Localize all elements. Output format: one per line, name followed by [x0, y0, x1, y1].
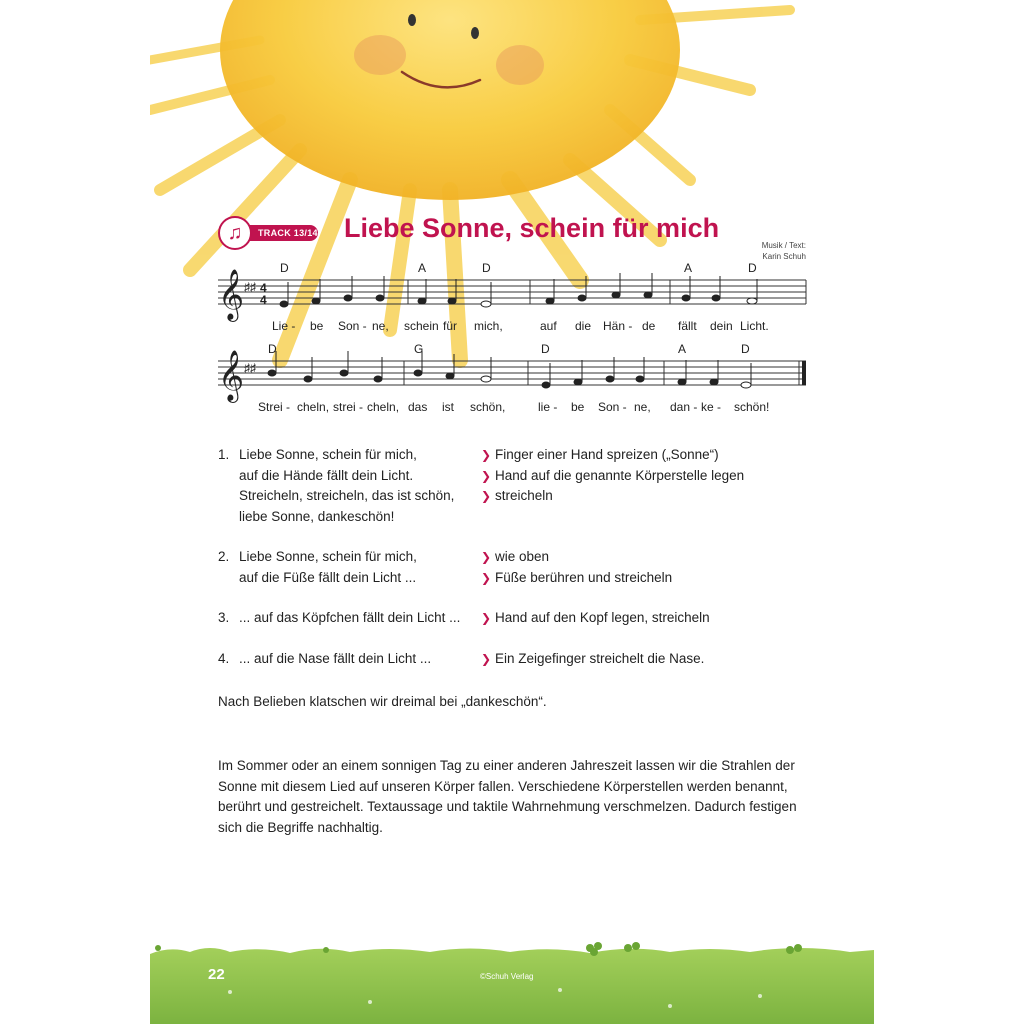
verse-text: liebe Sonne, dankeschön! [239, 508, 395, 524]
treble-clef-icon: 𝄞 [218, 350, 245, 401]
song-title: Liebe Sonne, schein für mich [344, 213, 720, 243]
description-paragraph: Im Sommer oder an einem sonnigen Tag zu einer anderen Jahreszeit lassen wir die Strahlen der Sonne mit diesem Lied auf unseren Körper fallen. Verschiedene Körperstellen werden benannt, berührt und gestreichelt. Textaussage und taktile Wahrnehmung verschmelzen. Dadurch festigen sich die Begriffe nachhaltig. [218, 758, 797, 835]
verse-1 [218, 445, 818, 527]
chord: G [414, 342, 424, 356]
lyric-syllable: be [310, 319, 324, 333]
right-margin [874, 0, 1024, 1024]
action-text: Finger einer Hand spreizen („Sonne“) [495, 447, 719, 462]
lyric-syllable: ne, [372, 319, 389, 333]
lyric-syllable: Son - [338, 319, 367, 333]
grass-illustration [150, 940, 874, 1024]
lyric-syllable: Licht. [740, 319, 769, 333]
lyric-syllable: ke - [701, 400, 722, 414]
book-page [150, 0, 874, 1024]
chord: D [748, 261, 757, 275]
verse-text: Streicheln, streicheln, das ist schön, [239, 488, 455, 503]
lyric-syllable: be [571, 400, 585, 414]
verse-number: 4. [218, 650, 230, 666]
verse-line [218, 466, 818, 487]
lyric-syllable: schön, [470, 400, 506, 414]
chord: A [684, 261, 693, 275]
verse-text: ... auf das Köpfchen fällt dein Licht ... [239, 610, 461, 625]
action-text: Ein Zeigefinger streichelt die Nase. [495, 650, 705, 666]
lyric-syllable: cheln, [297, 400, 330, 414]
verse-text: Liebe Sonne, schein für mich, [239, 549, 417, 564]
verse-4 [218, 649, 818, 670]
lyrics-line-1 [272, 319, 769, 333]
verse-line [218, 507, 818, 528]
lyric-syllable: das [408, 400, 428, 414]
action-text: Füße berühren und streicheln [495, 569, 673, 585]
lyric-syllable: schein [404, 319, 439, 333]
lyric-syllable: strei - [333, 400, 363, 414]
verse-number: 1. [218, 447, 230, 462]
lyric-syllable: ne, [634, 400, 651, 414]
verse-text: auf die Füße fällt dein Licht ... [239, 569, 417, 585]
verse-text: ... auf die Nase fällt dein Licht ... [239, 650, 432, 666]
track-badge[interactable] [218, 216, 328, 250]
verses-list [218, 445, 818, 689]
chord: A [418, 261, 427, 275]
lyric-syllable: dein [710, 319, 733, 333]
chevron-right-icon: ❯ [481, 570, 492, 585]
chevron-right-icon: ❯ [481, 651, 492, 666]
chord: D [280, 261, 289, 275]
credit-label: Musik / Text: [761, 241, 806, 250]
lyric-syllable: ist [442, 400, 454, 414]
lyric-syllable: dan - [670, 400, 698, 414]
verse-action [481, 486, 553, 507]
verse-number: 2. [218, 549, 230, 564]
verse-text: Liebe Sonne, schein für mich, [239, 447, 417, 462]
lyric-syllable: de [642, 319, 656, 333]
page-number: 22 [208, 966, 225, 983]
action-text: streicheln [495, 488, 553, 503]
verse-action [481, 445, 719, 466]
lyric-syllable: für [443, 319, 458, 333]
lyrics-line-2 [258, 400, 769, 414]
verse-line [218, 608, 818, 629]
staff-2-notes [268, 351, 751, 388]
chord: D [482, 261, 491, 275]
publisher-copyright: ©Schuh Verlag [480, 972, 534, 981]
verse-text: auf die Hände fällt dein Licht. [239, 467, 414, 483]
treble-clef-icon: 𝄞 [218, 269, 245, 320]
chevron-right-icon: ❯ [481, 468, 492, 483]
verse-2 [218, 547, 818, 588]
chord: D [268, 342, 277, 356]
sheet-music [150, 255, 874, 420]
verse-action [481, 466, 744, 487]
chevron-right-icon: ❯ [481, 448, 492, 462]
verse-number: 3. [218, 610, 230, 625]
chevron-right-icon: ❯ [481, 550, 492, 564]
staff-1-notes [280, 273, 757, 307]
lyric-syllable: Hän - [603, 319, 633, 333]
chord: A [678, 342, 687, 356]
verse-line [218, 547, 818, 568]
verse-action [481, 608, 710, 629]
key-signature: ♯♯ [244, 361, 256, 375]
key-signature: ♯♯ [244, 280, 256, 294]
music-note-icon: ♫ [218, 216, 252, 250]
lyric-syllable: Strei - [258, 400, 291, 414]
lyric-syllable: die [575, 319, 592, 333]
chord: D [541, 342, 550, 356]
lyric-syllable: lie - [538, 400, 558, 414]
action-text: wie oben [495, 549, 550, 564]
verse-action [481, 649, 704, 670]
credit-author: Karin Schuh [762, 252, 806, 261]
lyric-syllable: mich, [474, 319, 503, 333]
chevron-right-icon: ❯ [481, 611, 492, 625]
time-sig-bottom: 4 [260, 293, 267, 307]
left-margin [0, 0, 150, 1024]
verse-line [218, 649, 818, 670]
lyric-syllable: Son - [598, 400, 627, 414]
verse-line [218, 486, 818, 507]
action-text: Hand auf den Kopf legen, streicheln [495, 610, 710, 625]
lyric-syllable: auf [540, 319, 557, 333]
time-sig-top: 4 [260, 281, 267, 295]
chord: D [741, 342, 750, 356]
lyric-syllable: cheln, [367, 400, 400, 414]
lyric-syllable: schön! [734, 400, 770, 414]
track-label: TRACK 13/14 [246, 225, 318, 241]
lyric-syllable: Lie - [272, 319, 296, 333]
lyric-syllable: fällt [678, 319, 697, 333]
chevron-right-icon: ❯ [481, 489, 492, 503]
action-text: Hand auf die genannte Körperstelle legen [495, 467, 745, 483]
verse-3 [218, 608, 818, 629]
verse-line [218, 445, 818, 466]
clapping-note: Nach Belieben klatschen wir dreimal bei „dankeschön“. [218, 694, 547, 709]
verse-action [481, 568, 672, 589]
verse-action [481, 547, 549, 568]
verse-line [218, 568, 818, 589]
